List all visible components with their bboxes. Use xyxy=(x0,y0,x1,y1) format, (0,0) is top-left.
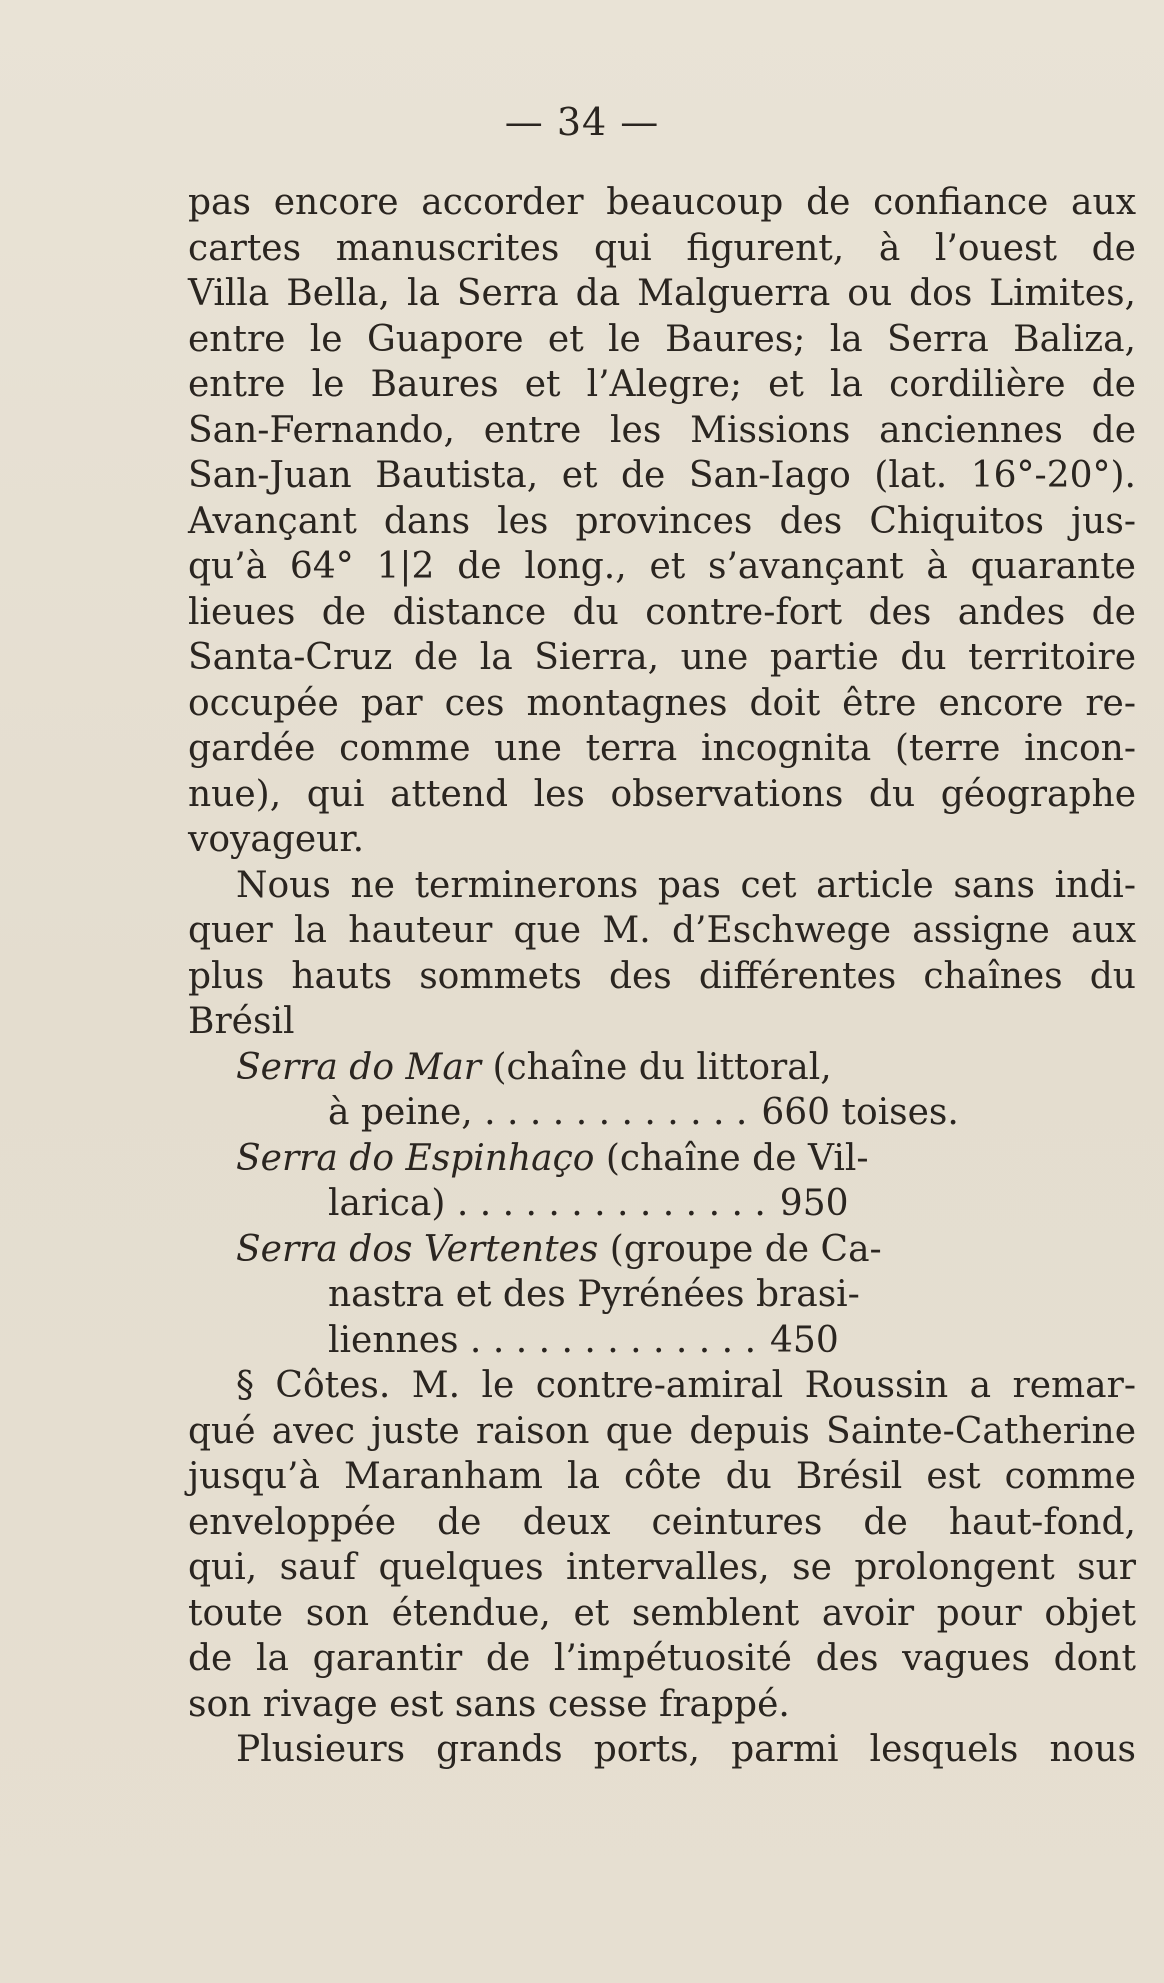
range-name-line xyxy=(188,1045,1136,1091)
text-line: qué avec juste raison que depuis Sainte-Catherine xyxy=(188,1410,1136,1452)
range-name: Serra do Espinhaço xyxy=(236,1137,595,1179)
range-height-row xyxy=(188,1318,1136,1364)
text-line: San-Juan Bautista, et de San-Iago (lat. 16°-20°). xyxy=(188,455,1136,496)
text-line: Brésil xyxy=(188,1001,295,1042)
text-line: Santa-Cruz de la Sierra, une partie du territoire xyxy=(188,637,1136,678)
range-leader: à peine, . . . . . . . . . . . . xyxy=(328,1092,748,1133)
text-line: Villa Bella, la Serra da Malguerra ou dos Limites, xyxy=(188,273,1136,314)
range-name-line xyxy=(188,1227,1136,1273)
range-height-value: 450 xyxy=(770,1319,839,1361)
text-line: son rivage est sans cesse frappé. xyxy=(188,1683,790,1725)
paragraph-block-1 xyxy=(188,180,1136,1045)
text-line: § Côtes. M. le contre-amiral Roussin a remar- xyxy=(236,1365,1136,1406)
text-line: San-Fernando, entre les Missions anciennes de xyxy=(188,409,1136,451)
paragraph-block-2 xyxy=(188,1363,1136,1773)
range-description-continued: nastra et des Pyrénées brasi- xyxy=(328,1274,860,1315)
range-height-row xyxy=(188,1181,1136,1227)
text-line: quer la hauteur que M. d’Eschwege assigne aux xyxy=(188,910,1136,951)
text-line: qu’à 64° 1|2 de long., et s’avançant à quarante xyxy=(188,546,1136,587)
text-line: voyageur. xyxy=(188,819,365,860)
text-line: nue), qui attend les observations du géographe xyxy=(188,773,1136,815)
text-line: Nous ne terminerons pas cet article sans indi- xyxy=(236,864,1136,906)
range-leader: larica) . . . . . . . . . . . . . . xyxy=(328,1183,766,1224)
text-line: entre le Baures et l’Alegre; et la cordilière de xyxy=(188,364,1136,405)
text-line: toute son étendue, et semblent avoir pour objet xyxy=(188,1592,1136,1634)
range-description: (chaîne de Vil- xyxy=(594,1137,869,1179)
heights-list xyxy=(188,1045,1136,1364)
range-description: (chaîne du littoral, xyxy=(481,1046,832,1088)
range-name-line xyxy=(188,1136,1136,1182)
text-line: jusqu’à Maranham la côte du Brésil est comme xyxy=(188,1456,1136,1497)
text-line: enveloppée de deux ceintures de haut-fond, xyxy=(188,1501,1136,1543)
text-line: occupée par ces montagnes doit être encore re- xyxy=(188,682,1136,724)
text-line: pas encore accorder beaucoup de confiance aux xyxy=(188,182,1136,223)
text-line: entre le Guapore et le Baures; la Serra Baliza, xyxy=(188,318,1136,360)
text-line: de la garantir de l’impétuosité des vagues dont xyxy=(188,1638,1136,1679)
text-line: Avançant dans les provinces des Chiquitos jus- xyxy=(188,500,1136,542)
range-description: (groupe de Ca- xyxy=(598,1228,882,1270)
range-name: Serra dos Vertentes xyxy=(236,1228,599,1270)
range-name: Serra do Mar xyxy=(236,1046,481,1088)
text-line: Plusieurs grands ports, parmi lesquels nous xyxy=(236,1729,1136,1770)
text-line: cartes manuscrites qui figurent, à l’ouest de xyxy=(188,227,1136,269)
range-height-value: 950 xyxy=(779,1183,849,1224)
text-line: plus hauts sommets des différentes chaînes du xyxy=(188,955,1136,997)
page-number: — 34 — xyxy=(504,100,660,144)
range-leader: liennes . . . . . . . . . . . . . xyxy=(328,1319,757,1361)
text-line: lieues de distance du contre-fort des andes de xyxy=(188,591,1136,633)
text-line: qui, sauf quelques intervalles, se prolongent sur xyxy=(188,1547,1136,1588)
range-height-row xyxy=(188,1090,1136,1136)
page-text xyxy=(188,180,1136,1773)
text-line: gardée comme une terra incognita (terre incon- xyxy=(188,728,1136,769)
range-height-value: 660 toises. xyxy=(761,1092,959,1133)
